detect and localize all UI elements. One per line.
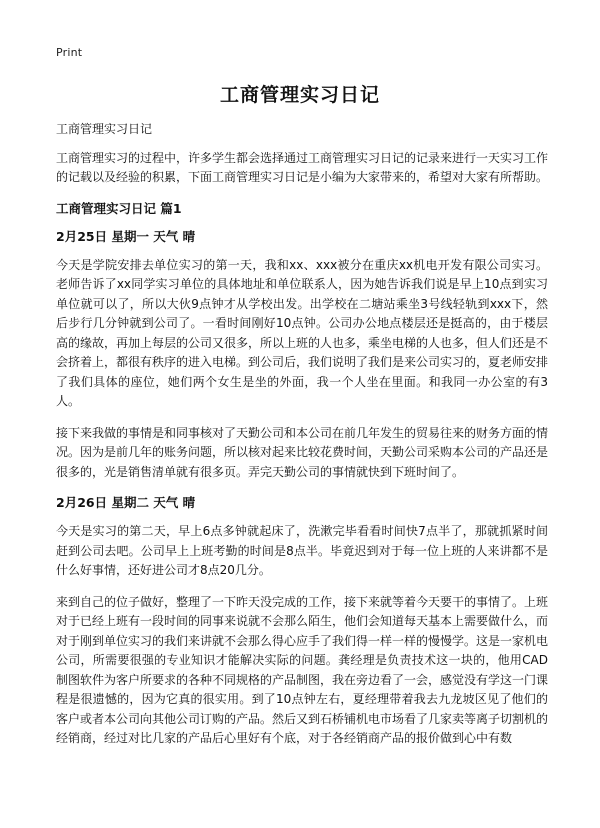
entry-paragraph: 来到自己的位子做好，整理了一下昨天没完成的工作，接下来就等着今天要干的事情了。上班对于已经上班有一段时间的同事来说就不会那么陌生，他们会知道每天基本上需要做什么，而对于刚到单位实习的我们来讲就不会那么得心应手了我们得一样一样的慢慢学。这是一家机电公司，所需要很强的专业知识才能解决实际的问题。龚经理是负责技术这一块的，他用CAD制图软件为客户所要求的各种不同规格的产品制图，我在旁边看了一会，感觉没有学这一门课程是很遗憾的，因为它真的很实用。到了10点钟左右，夏经理带着我去九龙坡区见了他们的客户或者本公司向其他公司订购的产品。然后又到石桥铺机电市场看了几家卖等离子切割机的经销商，经过对比几家的产品后心里好有个底，对于各经销商产品的报价做到心中有数 [56, 594, 549, 745]
entry-date-heading: 2月26日 星期二 天气 晴 [56, 495, 196, 510]
document-body [56, 120, 548, 761]
entry-date-heading: 2月25日 星期一 天气 晴 [56, 228, 196, 244]
intro-paragraph: 工商管理实习的过程中，许多学生都会选择通过工商管理实习日记的记录来进行一天实习工作的记载以及经验的积累，下面工商管理实习日记是小编为大家带来的，希望对大家有所帮助。 [56, 150, 549, 184]
entry-paragraph: 今天是实习的第二天，早上6点多钟就起床了，洗漱完毕看看时间快7点半了，那就抓紧时间赶到公司去吧。公司早上上班考勤的时间是8点半。毕竟迟到对于每一位上班的人来讲都不是什么好事情，还好进公司才8点20几分。 [56, 524, 548, 577]
entry-paragraph: 今天是学院安排去单位实习的第一天，我和xx、xxx被分在重庆xx机电开发有限公司实习。老师告诉了xx同学实习单位的具体地址和单位联系人，因为她告诉我们说是早上10点到实习单位就可以了，所以大伙9点钟才从学校出发。出学校在二塘站乘坐3号线轻轨到xxx下，然后步行几分钟就到公司了。一看时间刚好10点钟。公司办公地点楼层还是挺高的，由于楼层高的缘故，再加上每层的公司又很多，所以上班的人也多，乘坐电梯的人也多，但人们还是不会挤着上，都很有秩序的进入电梯。到公司后，我们说明了我们是来公司实习的，夏老师安排了我们具体的座位，她们两个女生是坐的外面，我一个人坐在里面。和我同一办公室的有3人。 [56, 257, 549, 408]
section-heading: 工商管理实习日记 篇1 [56, 200, 182, 216]
entry-paragraph: 接下来我做的事情是和同事核对了天勤公司和本公司在前几年发生的贸易往来的财务方面的情况。因为是前几年的账务问题，所以核对起来比较花费时间，天勤公司采购本公司的产品还是很多的，光是销售清单就有很多页。弄完天勤公司的事情就快到下班时间了。 [56, 425, 549, 479]
print-label[interactable]: Print [56, 46, 83, 59]
page-title: 工商管理实习日记 [219, 84, 380, 106]
document-subtitle: 工商管理实习日记 [56, 122, 153, 136]
